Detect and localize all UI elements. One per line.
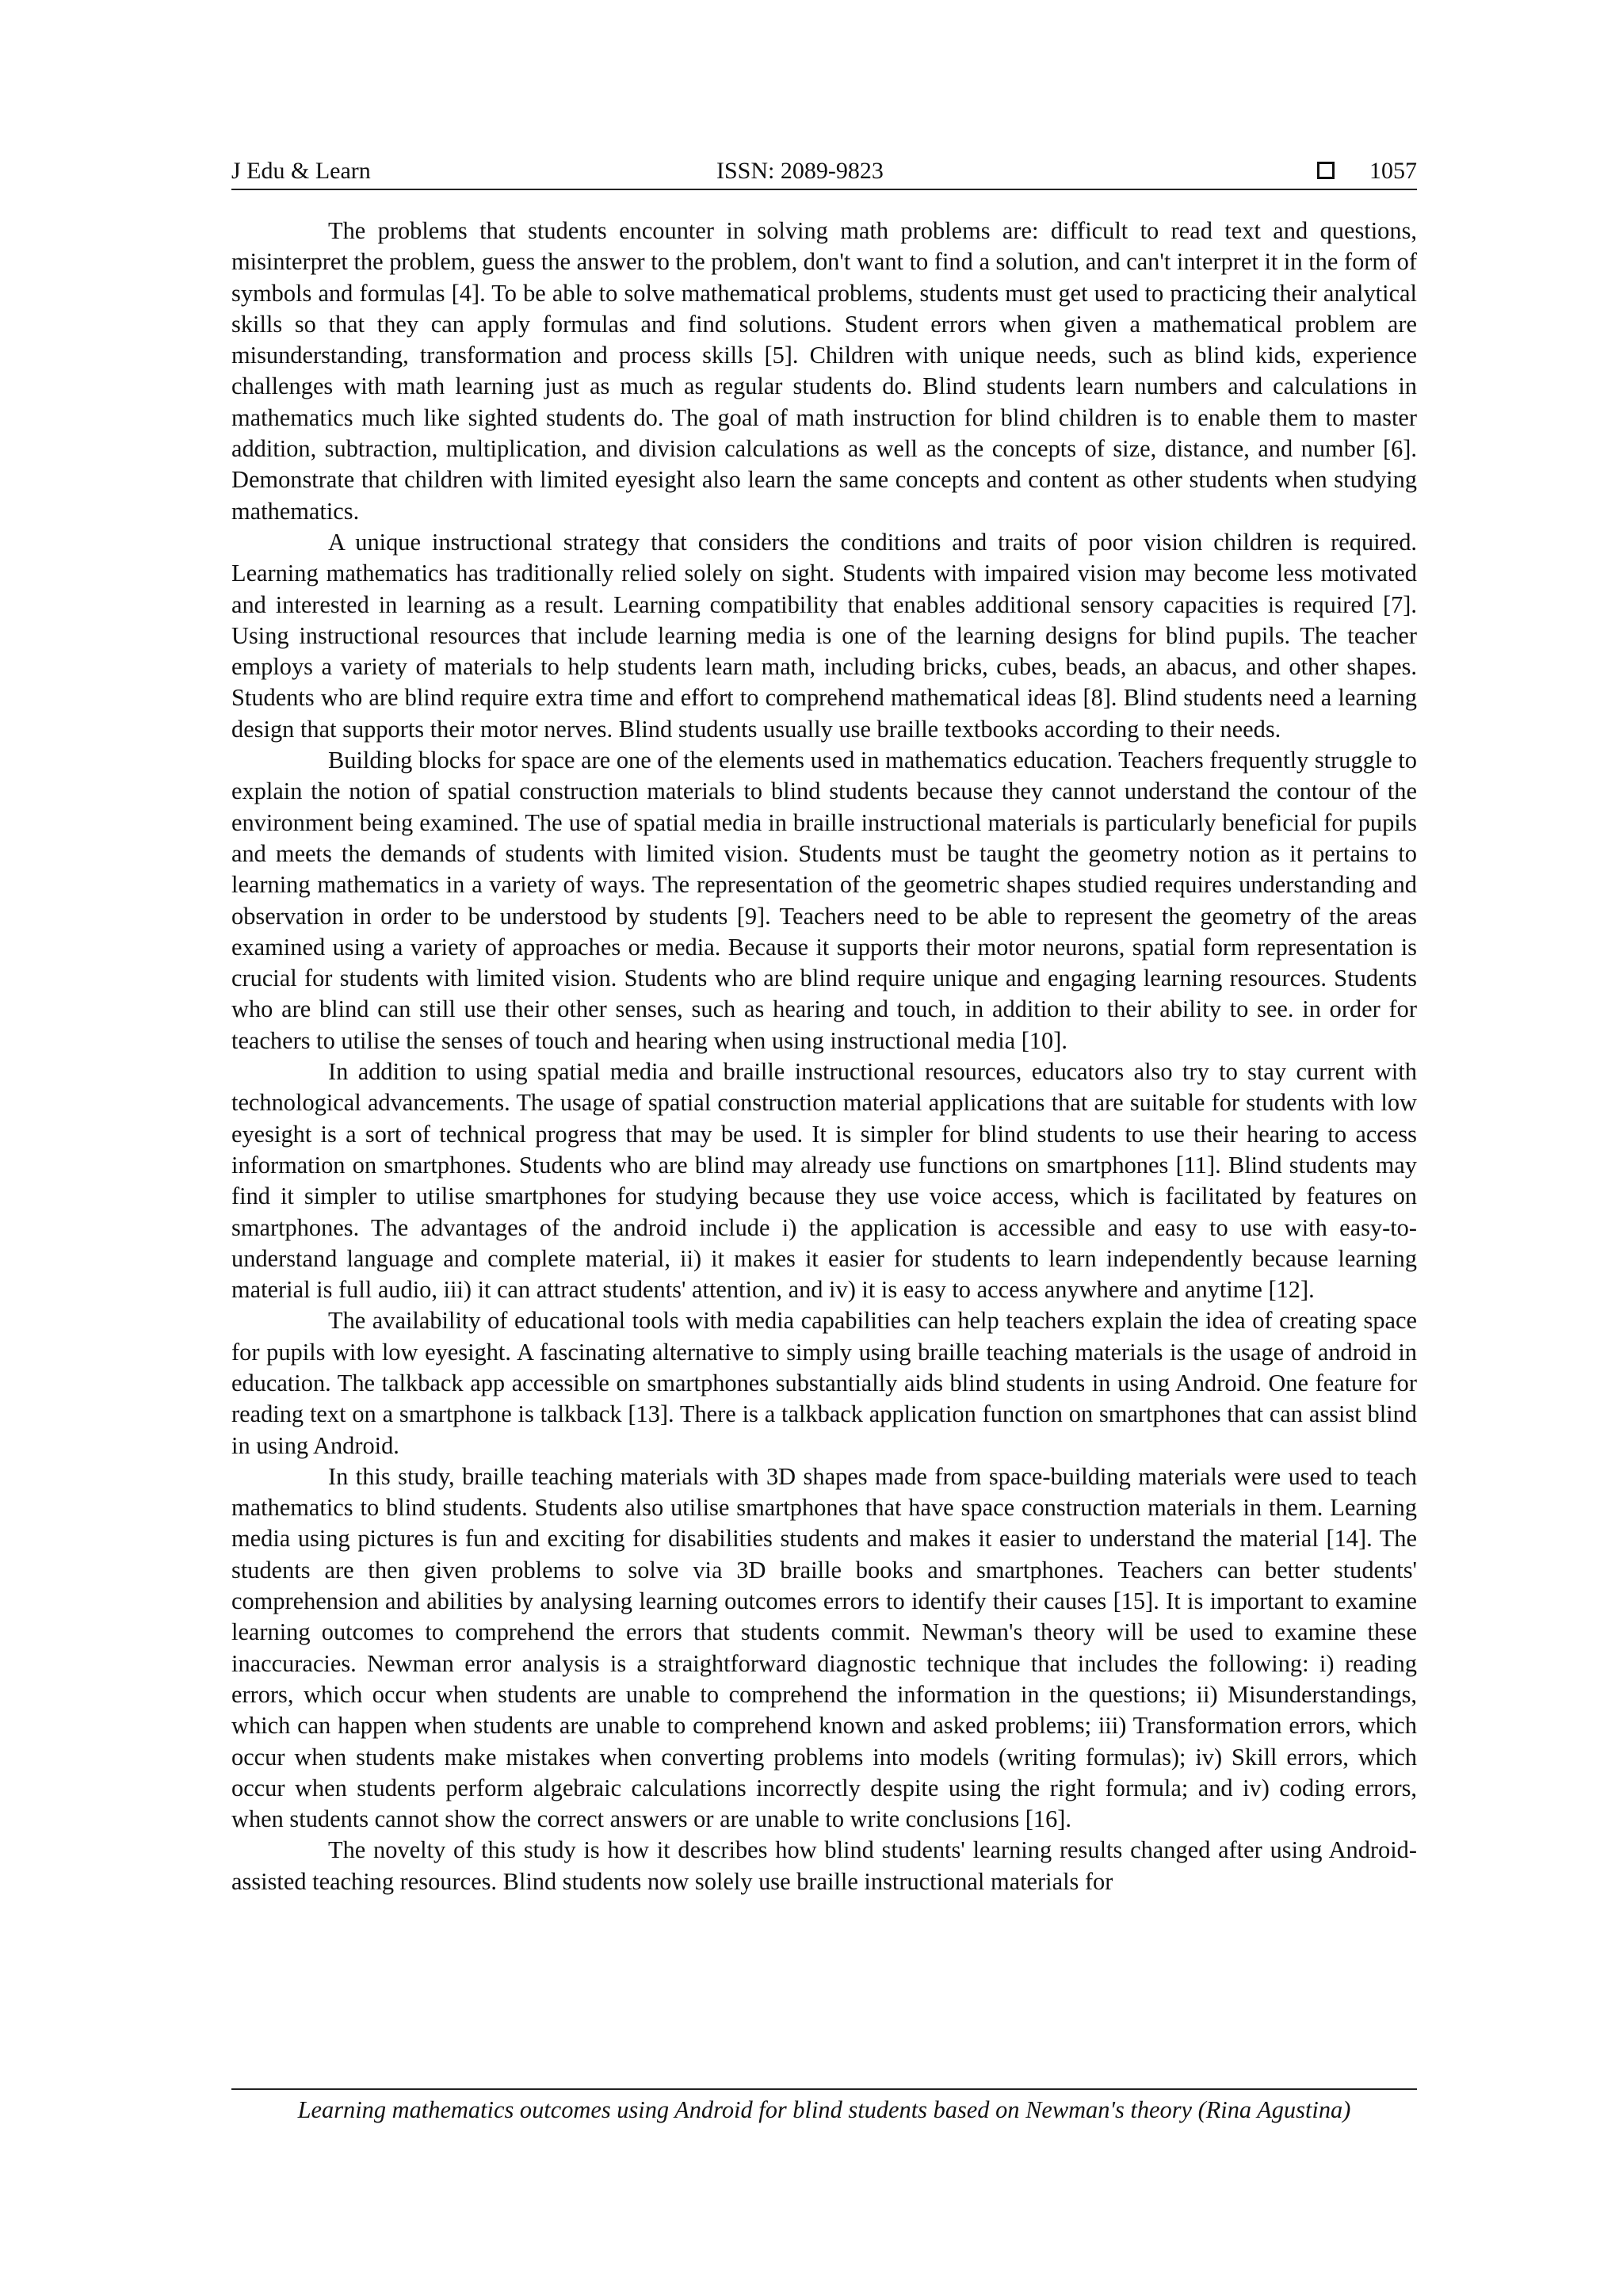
journal-name: J Edu & Learn bbox=[231, 158, 371, 184]
paragraph: Building blocks for space are one of the elements used in mathematics education. Teachers frequently struggle to explain the notion of spatial construction materials to blind students because they cannot understand the contour of the environment being examined. The use of spatial media in braille instructional materials is particularly beneficial for pupils and meets the demands of students with limited vision. Students must be taught the geometry notion as it pertains to learning mathematics in a variety of ways. The representation of the geometric shapes studied requires understanding and observation in order to be understood by students [9]. Teachers need to be able to represent the geometry of the areas examined using a variety of approaches or media. Because it supports their motor neurons, spatial form representation is crucial for students with limited vision. Students who are blind require unique and engaging learning resources. Students who are blind can still use their other senses, such as hearing and touch, in addition to their ability to see. in order for teachers to utilise the senses of touch and hearing when using instructional media [10]. bbox=[231, 747, 1417, 1054]
square-bullet-icon bbox=[1317, 162, 1335, 179]
page-number-group bbox=[1317, 155, 1417, 187]
page-header bbox=[231, 155, 1417, 190]
body-text bbox=[231, 216, 1417, 1897]
page-number: 1057 bbox=[1369, 158, 1417, 184]
paragraph: The availability of educational tools with media capabilities can help teachers explain the idea of creating space for pupils with low eyesight. A fascinating alternative to simply using braille teaching materials is the usage of android in education. The talkback app accessible on smartphones substantially aids blind students in using Android. One feature for reading text on a smartphone is talkback [13]. There is a talkback application function on smartphones that can assist blind in using Android. bbox=[231, 1307, 1417, 1459]
issn: ISSN: 2089-9823 bbox=[716, 158, 884, 184]
paragraph: The problems that students encounter in solving math problems are: difficult to read text and questions, misinterpret the problem, guess the answer to the problem, don't want to find a solution, and can't interpret it in the form of symbols and formulas [4]. To be able to solve mathematical problems, students must get used to practicing their analytical skills so that they can apply formulas and find solutions. Student errors when given a mathematical problem are misunderstanding, transformation and process skills [5]. Children with unique needs, such as blind kids, experience challenges with math learning just as much as regular students do. Blind students learn numbers and calculations in mathematics much like sighted students do. The goal of math instruction for blind children is to enable them to master addition, subtraction, multiplication, and division calculations as well as the concepts of size, distance, and number [6]. Demonstrate that children with limited eyesight also learn the same concepts and content as other students when studying mathematics. bbox=[231, 217, 1417, 525]
paragraph: In addition to using spatial media and braille instructional resources, educators also try to stay current with technological advancements. The usage of spatial construction material applications that are suitable for students with low eyesight is a sort of technical progress that may be used. It is simpler for blind students to use their hearing to access information on smartphones. Students who are blind may already use functions on smartphones [11]. Blind students may find it simpler to utilise smartphones for studying because they use voice access, which is facilitated by features on smartphones. The advantages of the android include i) the application is accessible and easy to use with easy-to-understand language and complete material, ii) it makes it easier for students to learn independently because learning material is full audio, iii) it can attract students' attention, and iv) it is easy to access anywhere and anytime [12]. bbox=[231, 1058, 1417, 1304]
footer-rule bbox=[231, 2088, 1417, 2090]
paragraph: In this study, braille teaching materials with 3D shapes made from space-building materials were used to teach mathematics to blind students. Students also utilise smartphones that have space construction materials in them. Learning media using pictures is fun and exciting for disabilities students and makes it easier to understand the material [14]. The students are then given problems to solve via 3D braille books and smartphones. Teachers can better students' comprehension and abilities by analysing learning outcomes errors to identify their causes [15]. It is important to examine learning outcomes to comprehend the errors that students commit. Newman's theory will be used to examine these inaccuracies. Newman error analysis is a straightforward diagnostic technique that includes the following: i) reading errors, which occur when students are unable to comprehend the information in the questions; ii) Misunderstandings, which can happen when students are unable to comprehend known and asked problems; iii) Transformation errors, which occur when students make mistakes when converting problems into models (writing formulas); iv) Skill errors, which occur when students perform algebraic calculations incorrectly despite using the right formula; and iv) coding errors, when students cannot show the correct answers or are unable to write conclusions [16]. bbox=[231, 1462, 1417, 1833]
paragraph: A unique instructional strategy that considers the conditions and traits of poor vision children is required. Learning mathematics has traditionally relied solely on sight. Students with impaired vision may become less motivated and interested in learning as a result. Learning compatibility that enables additional sensory capacities is required [7]. Using instructional resources that include learning media is one of the learning designs for blind pupils. The teacher employs a variety of materials to help students learn math, including bricks, cubes, beads, an abacus, and other shapes. Students who are blind require extra time and effort to comprehend mathematical ideas [8]. Blind students need a learning design that supports their motor nerves. Blind students usually use braille textbooks according to their needs. bbox=[231, 528, 1417, 743]
running-footer: Learning mathematics outcomes using Android for blind students based on Newman's theory (Rina Agustina) bbox=[297, 2096, 1351, 2123]
paragraph: The novelty of this study is how it describes how blind students' learning results changed after using Android-assisted teaching resources. Blind students now solely use braille instructional materials for bbox=[231, 1836, 1417, 1895]
header-rule bbox=[231, 189, 1417, 190]
